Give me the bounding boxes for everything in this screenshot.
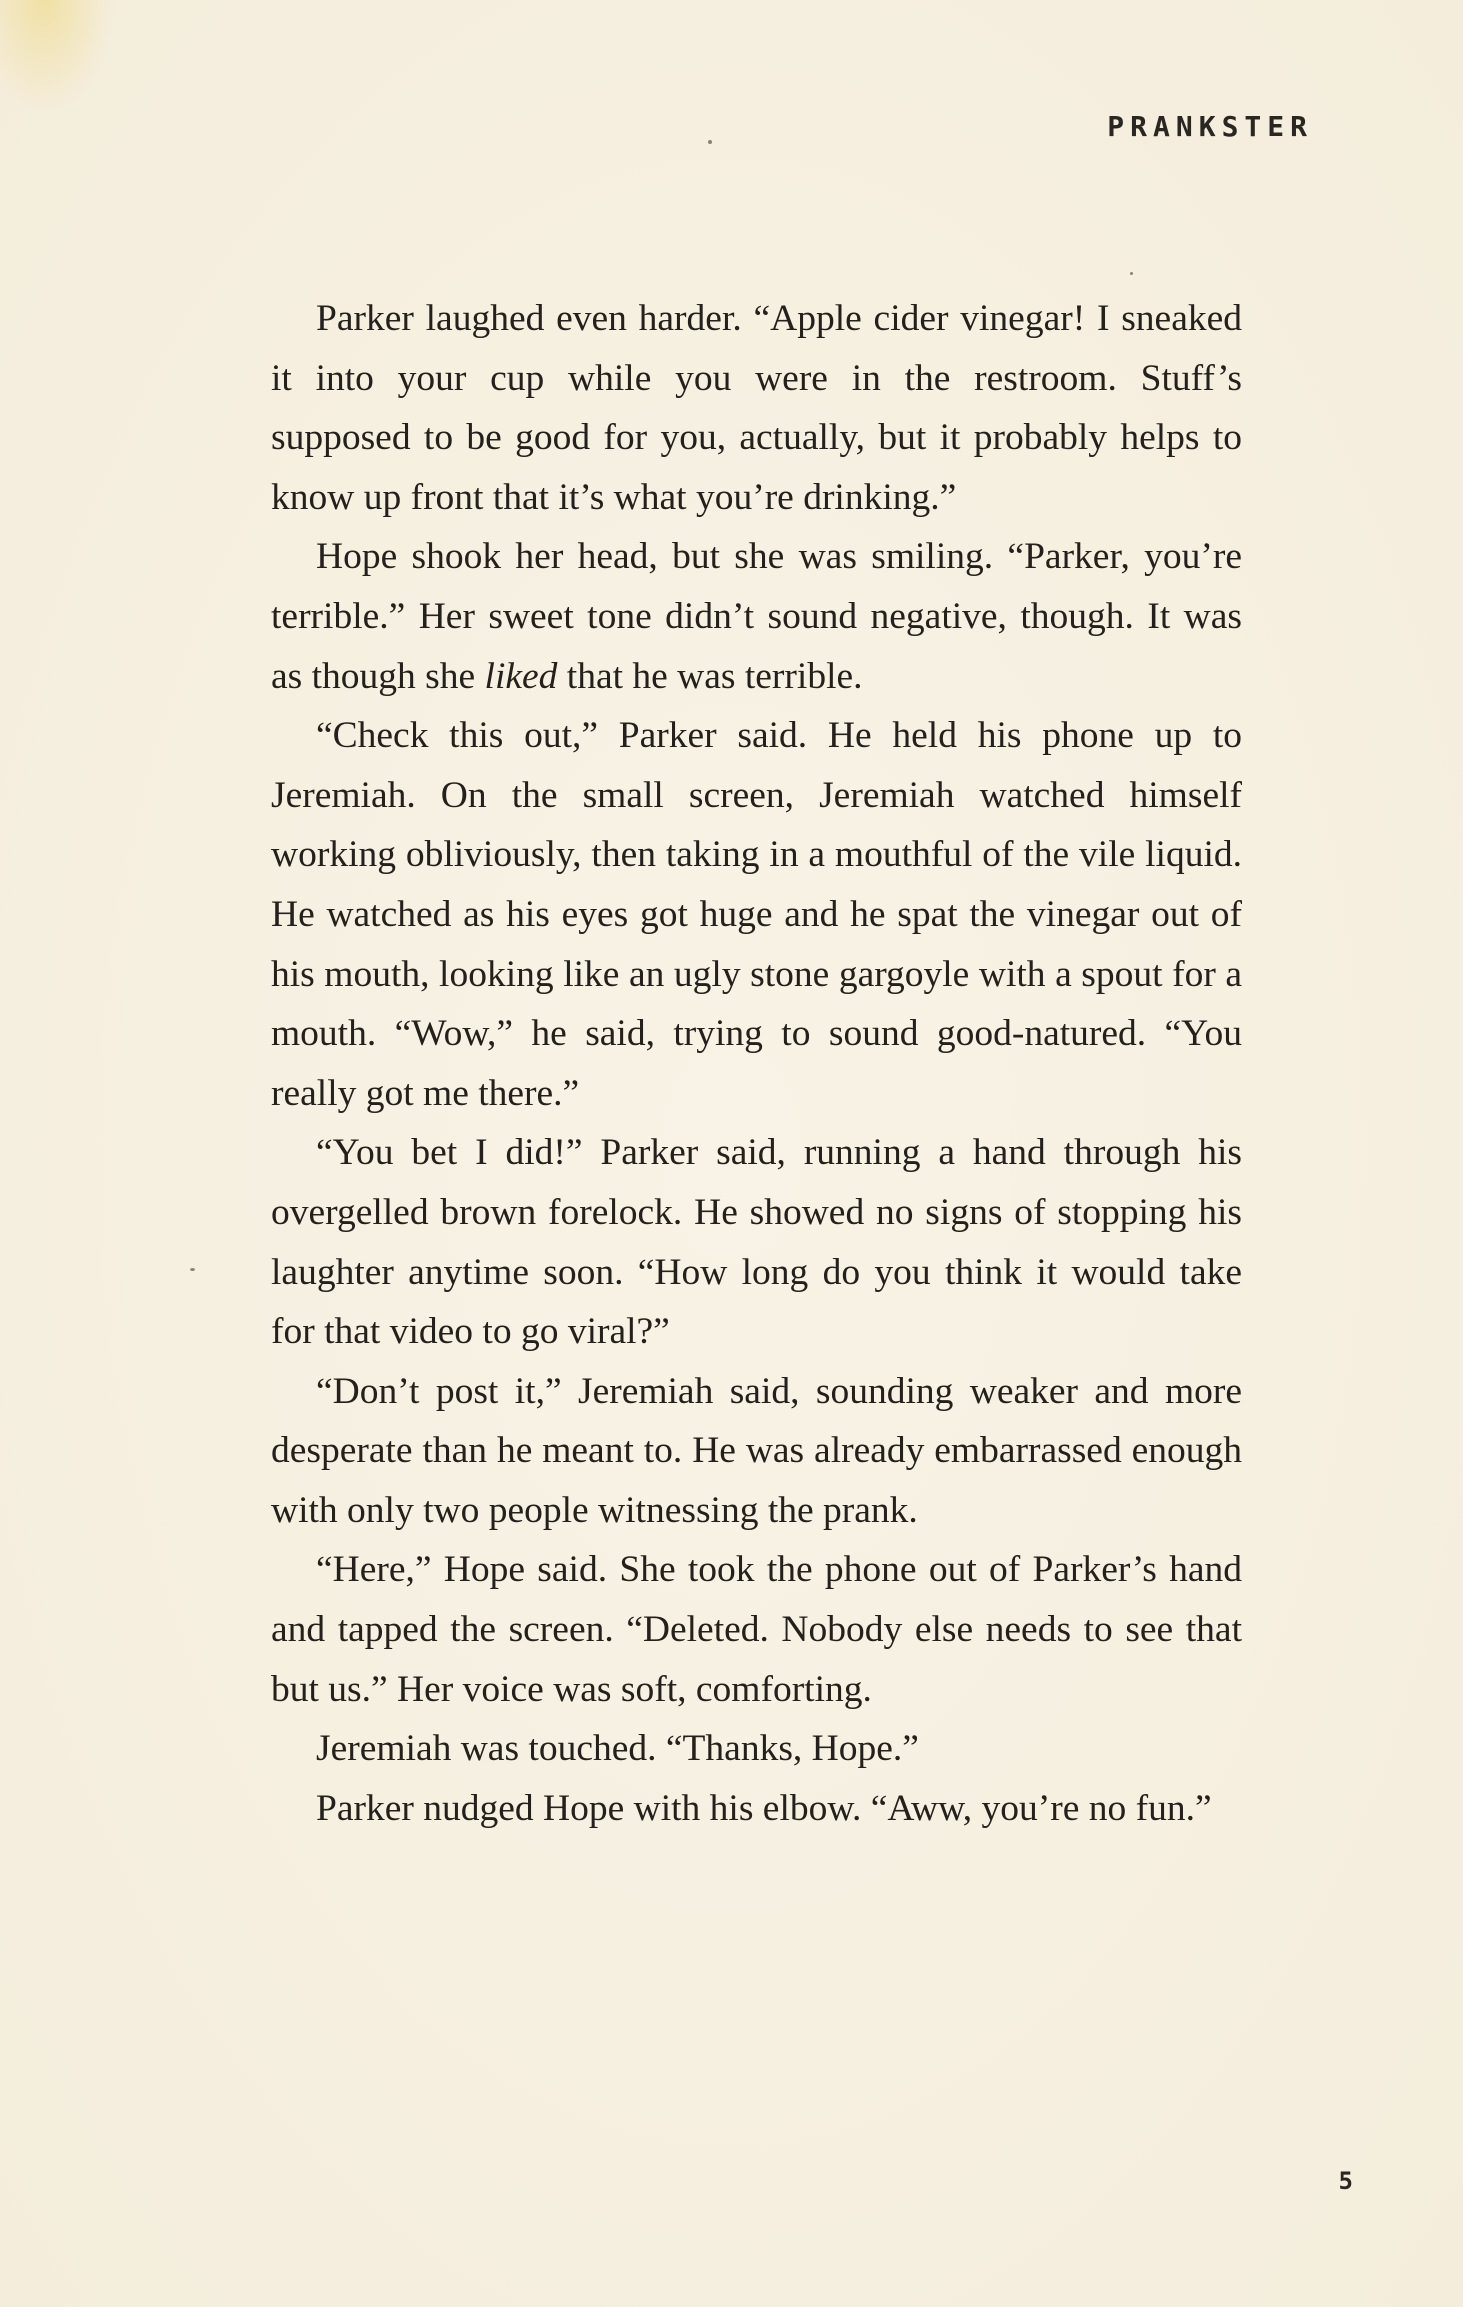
paragraph (271, 1123, 1242, 1361)
paragraph (271, 1362, 1242, 1541)
paragraph-text: Jeremiah was touched. “Thanks, Hope.” (316, 1728, 919, 1770)
paragraph-text: that he was terrible. (557, 655, 863, 697)
paragraph (271, 289, 1242, 527)
paragraph-text: “Check this out,” Parker said. He held his phone up to Jeremiah. On the small screen, Jeremiah watched himself working obliviously, then taking in a mouthful of the vile liquid. He watched as his eyes got huge and he spat the vinegar out of his mouth, looking like an ugly stone gargoyle with a spout for a mouth. “Wow,” he said, trying to sound good-natured. “You really got me there.” (271, 715, 1242, 1114)
running-head: PRANKSTER (1107, 110, 1313, 143)
body-text (271, 289, 1242, 1838)
paragraph-text: Hope shook her head, but she was smiling. “Parker, you’re terrible.” Her sweet tone didn’t sound negative, though. It was as though she (271, 536, 1242, 697)
paragraph-text: Parker laughed even harder. “Apple cider vinegar! I sneaked it into your cup while you were in the restroom. Stuff’s supposed to be good for you, actually, but it probably helps to know up front that it’s what you’re drinking.” (271, 298, 1242, 518)
print-speck (190, 1268, 195, 1271)
paragraph (271, 1540, 1242, 1719)
paragraph-text: “You bet I did!” Parker said, running a hand through his overgelled brown forelock. He showed no signs of stopping his laughter anytime soon. “How long do you think it would take for that video to go viral?” (271, 1132, 1242, 1353)
paragraph-text: Parker nudged Hope with his elbow. “Aww, you’re no fun.” (316, 1787, 1212, 1829)
page-number: 5 (1338, 2167, 1353, 2195)
paragraph (271, 1779, 1242, 1839)
paragraph-text: “Don’t post it,” Jeremiah said, sounding weaker and more desperate than he meant to. He was already embarrassed enough with only two people witnessing the prank. (271, 1370, 1242, 1531)
paragraph (271, 527, 1242, 706)
paragraph (271, 1719, 1242, 1779)
paragraph-text: “Here,” Hope said. She took the phone out of Parker’s hand and tapped the screen. “Deleted. Nobody else needs to see that but us.” Her voice was soft, comforting. (271, 1549, 1242, 1710)
print-speck (1130, 272, 1133, 275)
print-speck (708, 140, 712, 144)
paragraph (271, 706, 1242, 1123)
emphasis-text: liked (484, 655, 558, 697)
